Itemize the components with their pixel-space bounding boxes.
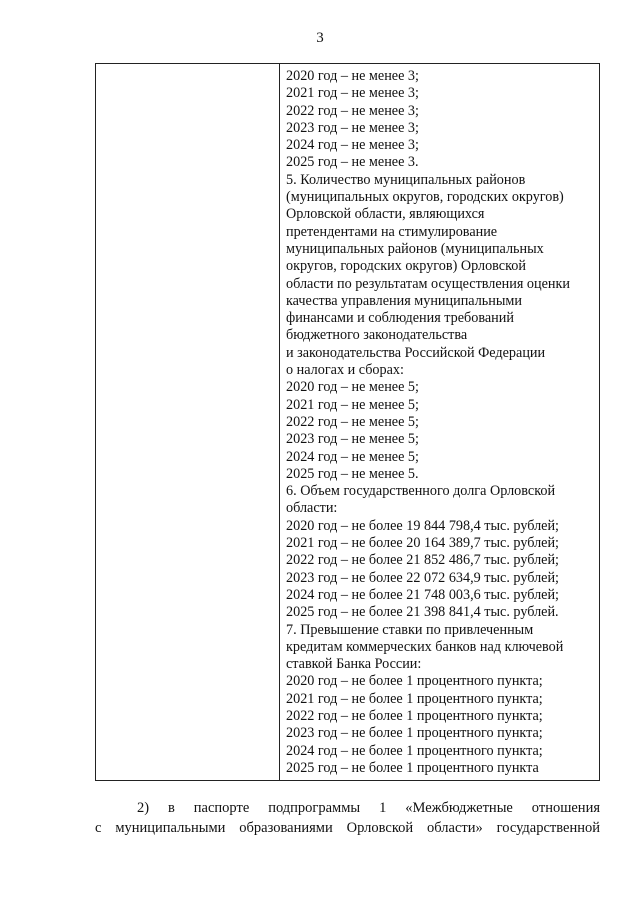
table-line: 2021 год – не более 1 процентного пункта; [286, 690, 543, 707]
body-paragraph [95, 798, 600, 838]
table-line: 2022 год – не более 21 852 486,7 тыс. рублей; [286, 552, 560, 569]
table-line: 2025 год – не более 21 398 841,4 тыс. рублей. [286, 604, 559, 621]
table-line: (муниципальных округов, городских округов) [286, 189, 564, 206]
table-line: 2024 год – не более 21 748 003,6 тыс. рублей; [286, 586, 560, 603]
table-line: Орловской области, являющихся [286, 206, 485, 223]
table-line: округов, городских округов) Орловской [286, 258, 526, 275]
table-line: кредитам коммерческих банков над ключевой [286, 638, 564, 655]
table-line: о налогах и сборах: [286, 362, 404, 379]
table-line: 2025 год – не менее 5. [286, 465, 419, 482]
table-line: 6. Объем государственного долга Орловской [286, 483, 556, 500]
table-line: 7. Превышение ставки по привлеченным [286, 621, 534, 638]
table-line: 2021 год – не более 20 164 389,7 тыс. рублей; [286, 535, 560, 552]
table-line: и законодательства Российской Федерации [286, 344, 546, 361]
table-right-cell [286, 68, 593, 777]
table-line: 2020 год – не более 1 процентного пункта; [286, 673, 543, 690]
paragraph-line-2: с муниципальными образованиями Орловской области» государственной [95, 820, 600, 836]
table-line: 2024 год – не более 1 процентного пункта; [286, 742, 543, 759]
paragraph-line-1: 2) в паспорте подпрограммы 1 «Межбюджетные отношения [137, 800, 600, 816]
table-line: финансами и соблюдения требований [286, 310, 514, 327]
indicator-table [95, 63, 600, 781]
table-line: 2020 год – не более 19 844 798,4 тыс. рублей; [286, 517, 560, 534]
table-line: 2023 год – не менее 5; [286, 431, 419, 448]
page-number: 3 [316, 30, 324, 46]
table-line: бюджетного законодательства [286, 327, 468, 344]
table-line: 2020 год – не менее 5; [286, 379, 419, 396]
table-line: 2020 год – не менее 3; [286, 68, 419, 84]
table-line: 5. Количество муниципальных районов [286, 171, 526, 188]
table-line: 2021 год – не менее 5; [286, 396, 419, 413]
table-line: 2022 год – не менее 5; [286, 413, 419, 430]
table-line: 2024 год – не менее 5; [286, 448, 419, 465]
table-line: 2023 год – не более 1 процентного пункта; [286, 725, 543, 742]
table-line: 2025 год – не более 1 процентного пункта [286, 759, 539, 776]
table-line: 2023 год – не менее 3; [286, 119, 419, 136]
table-line: 2024 год – не менее 3; [286, 137, 419, 154]
table-line: области по результатам осуществления оценки [286, 275, 570, 292]
table-line: муниципальных районов (муниципальных [286, 240, 544, 257]
table-line: качества управления муниципальными [286, 292, 522, 309]
table-line: ставкой Банка России: [286, 656, 422, 673]
table-line: 2021 год – не менее 3; [286, 85, 419, 102]
table-line: области: [286, 500, 338, 517]
table-line: 2022 год – не менее 3; [286, 102, 419, 119]
table-line: 2025 год – не менее 3. [286, 154, 419, 171]
table-column-divider [279, 64, 280, 780]
table-line: 2022 год – не более 1 процентного пункта; [286, 707, 543, 724]
table-line: претендентами на стимулирование [286, 223, 498, 240]
table-line: 2023 год – не более 22 072 634,9 тыс. рублей; [286, 569, 560, 586]
